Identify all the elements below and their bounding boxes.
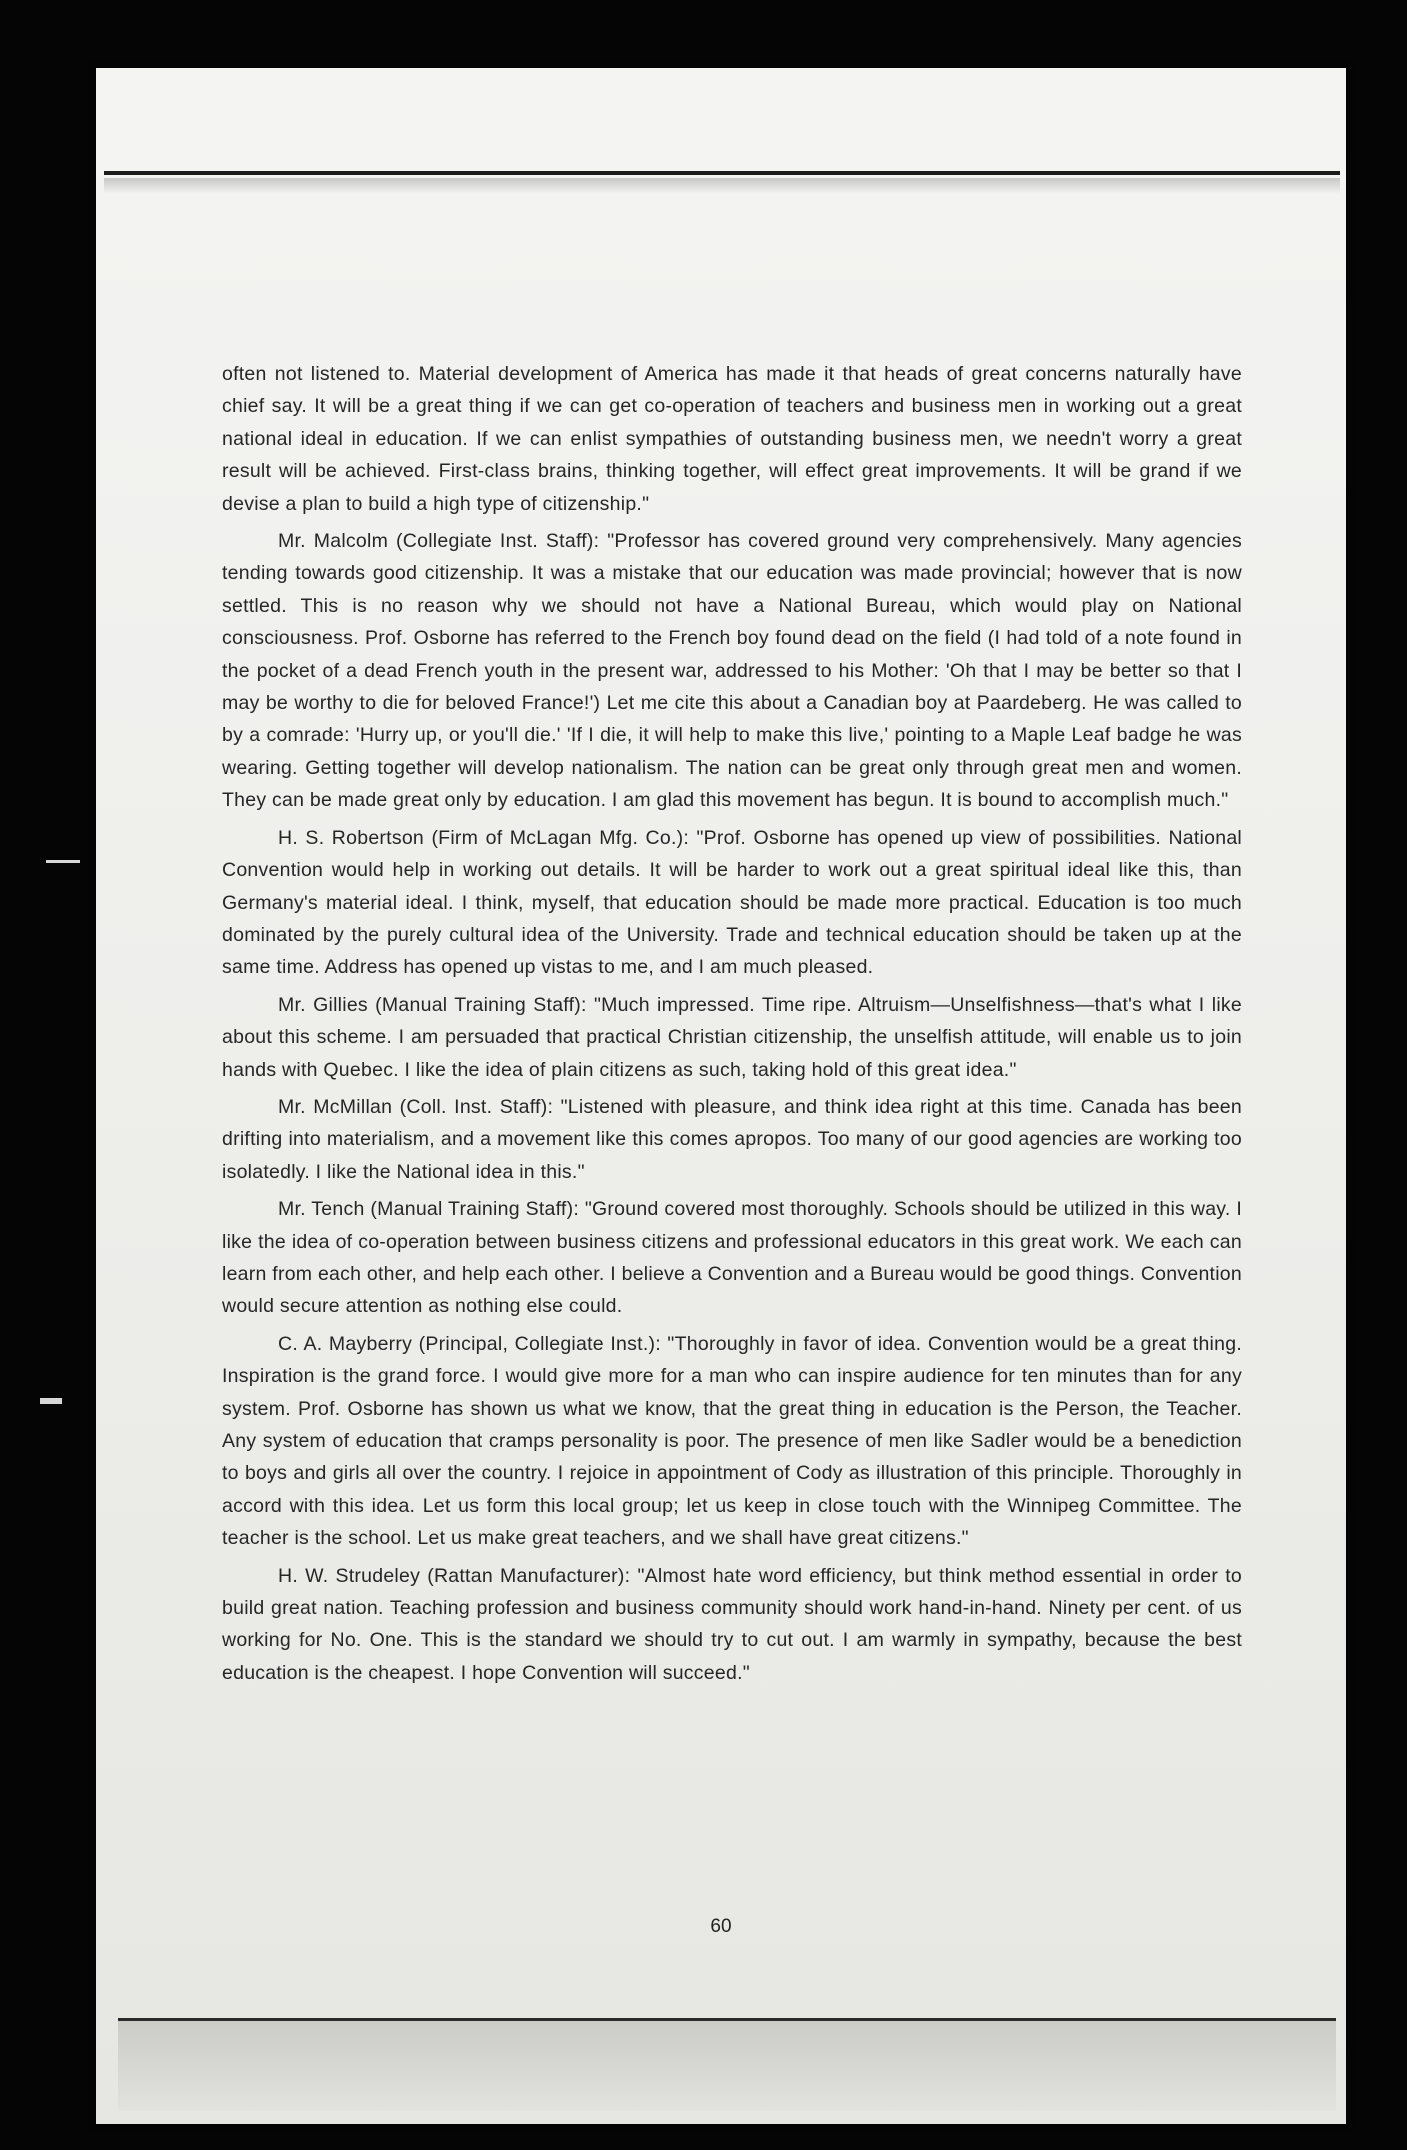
scan-artifact-mark bbox=[46, 860, 80, 863]
paragraph-mcmillan: Mr. McMillan (Coll. Inst. Staff): "Listened with pleasure, and think idea right at this time. Canada has been drifting into materialism, and a movement like this comes apropos. Too many of our good agencies are working too isolatedly. I like the National idea in this." bbox=[222, 1095, 1242, 1183]
page-number: 60 bbox=[710, 1916, 732, 1937]
scan-artifact-mark bbox=[40, 1398, 62, 1404]
page-top-shadow bbox=[104, 178, 1340, 194]
paragraph-robertson: H. S. Robertson (Firm of McLagan Mfg. Co.): "Prof. Osborne has opened up view of possibilities. National Convention would help in working out details. It will be harder to work out a great spiritual ideal like this, than Germany's material ideal. I think, myself, that education should be made more practical. Education is too much dominated by the purely cultural idea of the University. Trade and technical education should be taken up at the same time. Address has opened up vistas to me, and I am much pleased. bbox=[222, 826, 1242, 979]
paragraph-strudeley: H. W. Strudeley (Rattan Manufacturer): "Almost hate word efficiency, but think method essential in order to build great nation. Teaching profession and business community should work hand-in-hand. Ninety per cent. of us working for No. One. This is the standard we should try to cut out. I am warmly in sympathy, because the best education is the cheapest. I hope Convention will succeed." bbox=[222, 1564, 1242, 1684]
page-bottom-shadow bbox=[118, 2021, 1336, 2111]
paragraph-mayberry: C. A. Mayberry (Principal, Collegiate Inst.): "Thoroughly in favor of idea. Convention would be a great thing. Inspiration is the grand force. I would give more for a man who can inspire audience for ten minutes than for any system. Prof. Osborne has shown us what we know, that the great thing in education is the Person, the Teacher. Any system of education that cramps personality is poor. The presence of men like Sadler would be a benediction to boys and girls all over the country. I rejoice in appointment of Cody as illustration of this principle. Thoroughly in accord with this idea. Let us form this local group; let us keep in close touch with the Winnipeg Committee. The teacher is the school. Let us make great teachers, and we shall have great citizens." bbox=[222, 1332, 1242, 1550]
paragraph-malcolm: Mr. Malcolm (Collegiate Inst. Staff): "Professor has covered ground very comprehensively. Many agencies tending towards good citizenship. It was a mistake that our education was made provincial; however that is now settled. This is no reason why we should not have a National Bureau, which would play on National consciousness. Prof. Osborne has referred to the French boy found dead on the field (I had told of a note found in the pocket of a dead French youth in the present war, addressed to his Mother: 'Oh that I may be better so that I may be worthy to die for beloved France!') Let me cite this about a Canadian boy at Paardeberg. He was called to by a comrade: 'Hurry up, or you'll die.' 'If I die, it will help to make this live,' pointing to a Maple Leaf badge he was wearing. Getting together will develop nationalism. The nation can be great only through great men and women. They can be made great only by education. I am glad this movement has begun. It is bound to accomplish much." bbox=[222, 530, 1242, 812]
page-top-rule bbox=[104, 171, 1340, 175]
scanned-page bbox=[96, 68, 1346, 2124]
paragraph-continuation: often not listened to. Material development of America has made it that heads of great concerns naturally have chief say. It will be a great thing if we can get co-operation of teachers and business men in working out a great national ideal in education. If we can enlist sympathies of outstanding business men, we needn't worry a great result will be achieved. First-class brains, thinking together, will effect great improvements. It will be grand if we devise a plan to build a high type of citizenship." bbox=[222, 363, 1242, 515]
paragraph-gillies: Mr. Gillies (Manual Training Staff): "Much impressed. Time ripe. Altruism—Unselfishness—that's what I like about this scheme. I am persuaded that practical Christian citizenship, the unselfish attitude, will enable us to join hands with Quebec. I like the idea of plain citizens as such, taking hold of this great idea." bbox=[222, 993, 1242, 1081]
page-body-text bbox=[222, 358, 1242, 1689]
paragraph-tench: Mr. Tench (Manual Training Staff): "Ground covered most thoroughly. Schools should be utilized in this way. I like the idea of co-operation between business citizens and professional educators in this great work. We each can learn from each other, and help each other. I believe a Convention and a Bureau would be good things. Convention would secure attention as nothing else could. bbox=[222, 1198, 1242, 1318]
